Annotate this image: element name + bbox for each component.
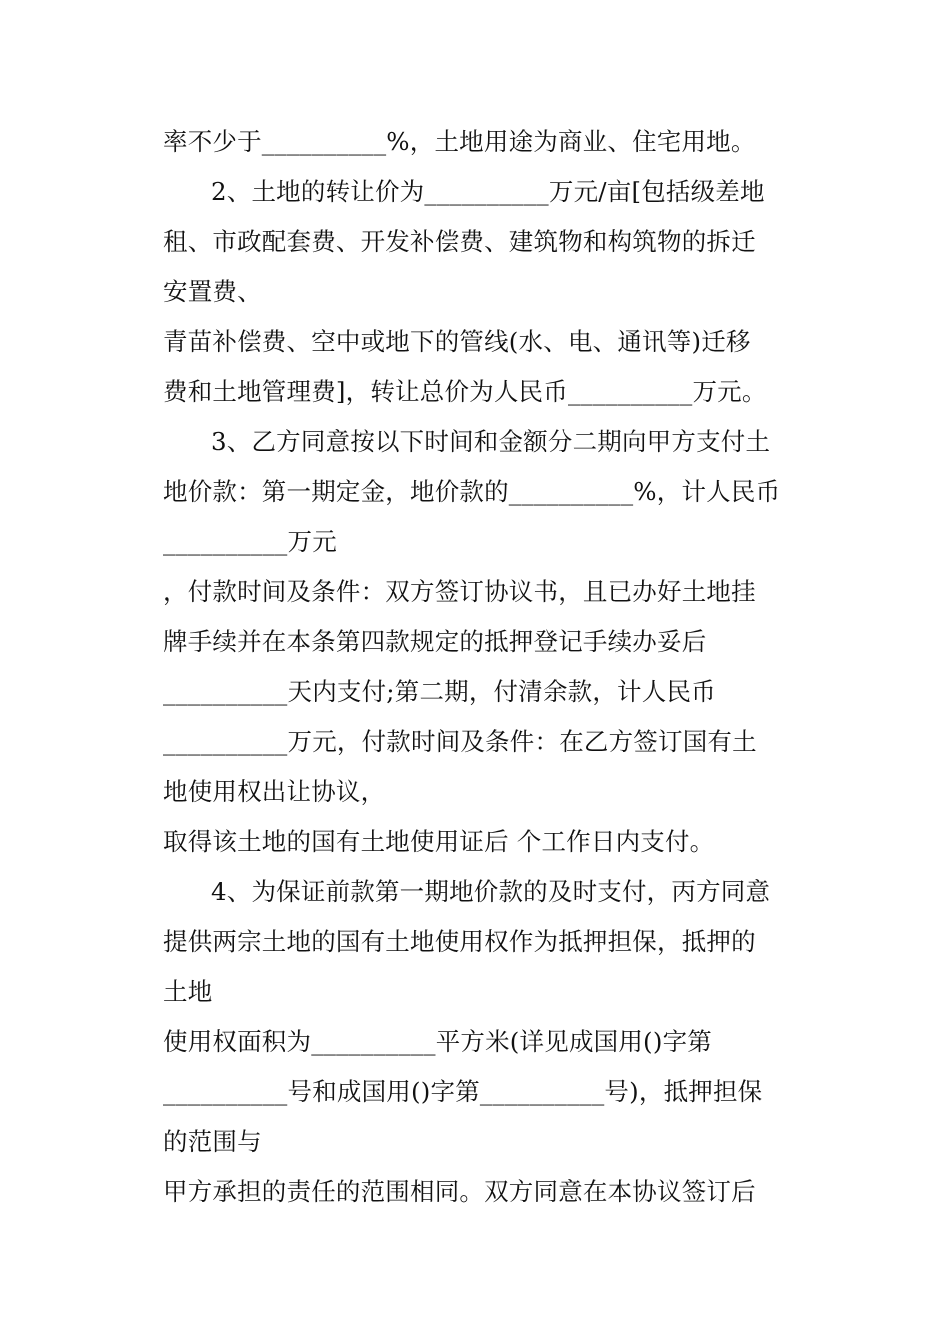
text-line: 租、市政配套费、开发补偿费、建筑物和构筑物的拆迁 <box>163 227 756 256</box>
text-line: 的范围与 <box>163 1127 262 1156</box>
text-line: __________万元，付款时间及条件：在乙方签订国有土 <box>163 727 757 756</box>
text-line: 2、土地的转让价为__________万元/亩[包括级差地 <box>211 177 765 206</box>
text-line: __________万元 <box>163 527 337 556</box>
text-line: 土地 <box>163 977 213 1006</box>
text-line: 使用权面积为__________平方米(详见成国用()字第 <box>163 1027 712 1056</box>
text-line: 3、乙方同意按以下时间和金额分二期向甲方支付土 <box>211 427 771 456</box>
text-line: 取得该土地的国有土地使用证后 个工作日内支付。 <box>163 827 715 856</box>
text-line: 提供两宗土地的国有土地使用权作为抵押担保，抵押的 <box>163 927 756 956</box>
text-line: 安置费、 <box>163 277 262 306</box>
text-line: 费和土地管理费]，转让总价为人民币__________万元。 <box>163 377 767 406</box>
text-line: 地使用权出让协议， <box>163 777 386 806</box>
text-line: 青苗补偿费、空中或地下的管线(水、电、通讯等)迁移 <box>163 327 751 356</box>
text-line: 甲方承担的责任的范围相同。双方同意在本协议签订后 <box>163 1177 756 1206</box>
text-line: __________号和成国用()字第__________号)，抵押担保 <box>163 1077 763 1106</box>
text-line: __________天内支付;第二期，付清余款，计人民币 <box>163 677 716 706</box>
text-line: ，付款时间及条件：双方签订协议书，且已办好土地挂 <box>163 577 756 606</box>
text-line: 率不少于__________%，土地用途为商业、住宅用地。 <box>163 127 756 156</box>
text-line: 4、为保证前款第一期地价款的及时支付，丙方同意 <box>211 877 771 906</box>
text-line: 牌手续并在本条第四款规定的抵押登记手续办妥后 <box>163 627 707 656</box>
text-line: 地价款：第一期定金，地价款的__________%，计人民币 <box>163 477 781 506</box>
